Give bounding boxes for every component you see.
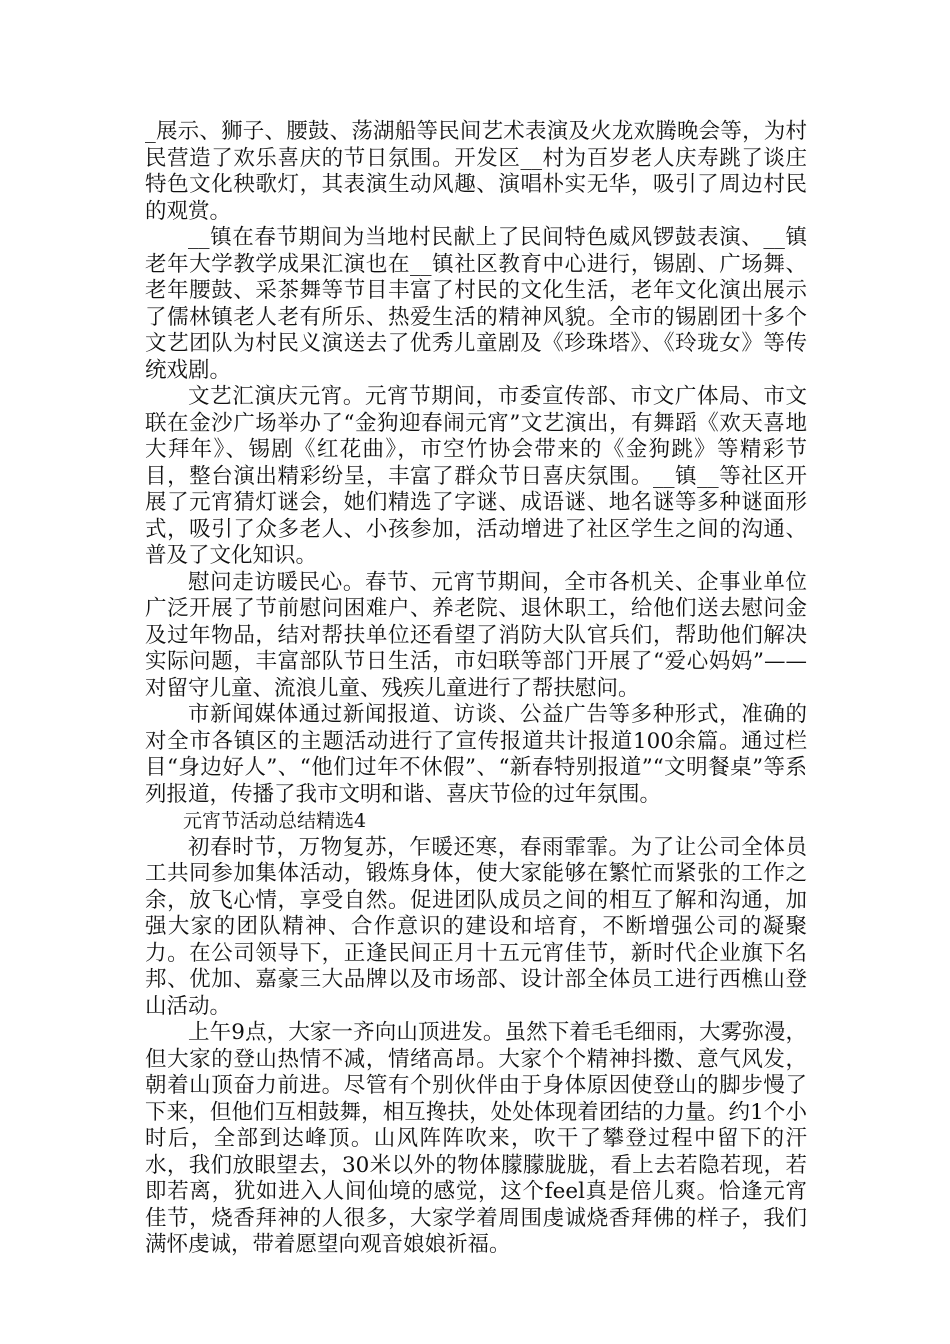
section-title: 元宵节活动总结精选4 — [183, 810, 367, 832]
paragraph-5: 市新闻媒体通过新闻报道、访谈、公益广告等多种形式，准确的对全市各镇区的主题活动进行了宣传报道共计报道100余篇。通过栏目“身边好人”、“他们过年不休假”、“新春特别报道”“文明餐桌”等系列报道，传播了我市文明和谐、喜庆节俭的过年氛围。 — [145, 702, 807, 807]
paragraph-3: 文艺汇演庆元宵。元宵节期间，市委宣传部、市文广体局、市文联在金沙广场举办了“金狗迎春闹元宵”文艺演出，有舞蹈《欢天喜地大拜年》、锡剧《红花曲》，市空竹协会带来的《金狗跳》等精彩节目，整台演出精彩纷呈，丰富了群众节日喜庆氛围。__镇__等社区开展了元宵猜灯谜会，她们精选了字谜、成语谜、地名谜等多种谜面形式，吸引了众多老人、小孩参加，活动增进了社区学生之间的沟通、普及了文化知识。 — [145, 384, 807, 568]
section-paragraph-1: 初春时节，万物复苏，乍暖还寒，春雨霏霏。为了让公司全体员工共同参加集体活动，锻炼身体，使大家能够在繁忙而紧张的工作之余，放飞心情，享受自然。促进团队成员之间的相互了解和沟通，加强大家的团队精神、合作意识的建设和培育，不断增强公司的凝聚力。在公司领导下，正逢民间正月十五元宵佳节，新时代企业旗下名邦、优加、嘉豪三大品牌以及市场部、设计部全体员工进行西樵山登山活动。 — [145, 834, 807, 1019]
paragraph-1: _展示、狮子、腰鼓、荡湖船等民间艺术表演及火龙欢腾晚会等，为村民营造了欢乐喜庆的节日氛围。开发区__村为百岁老人庆寿跳了谈庄特色文化秧歌灯，其表演生动风趣、演唱朴实无华，吸引了周边村民的观赏。 — [145, 119, 807, 224]
document-page — [145, 119, 807, 1259]
paragraph-2: __镇在春节期间为当地村民献上了民间特色威风锣鼓表演、__镇老年大学教学成果汇演也在__镇社区教育中心进行，锡剧、广场舞、老年腰鼓、采茶舞等节目丰富了村民的文化生活，老年文化演出展示了儒林镇老人老有所乐、热爱生活的精神风貌。全市的锡剧团十多个文艺团队为村民义演送去了优秀儿童剧及《珍珠塔》、《玲珑女》等传统戏剧。 — [145, 225, 807, 383]
paragraph-4: 慰问走访暖民心。春节、元宵节期间，全市各机关、企事业单位广泛开展了节前慰问困难户、养老院、退休职工，给他们送去慰问金及过年物品，结对帮扶单位还看望了消防大队官兵们，帮助他们解决实际问题，丰富部队节日生活，市妇联等部门开展了“爱心妈妈”——对留守儿童、流浪儿童、残疾儿童进行了帮扶慰问。 — [145, 569, 807, 701]
section-paragraph-2: 上午9点，大家一齐向山顶进发。虽然下着毛毛细雨，大雾弥漫，但大家的登山热情不减，情绪高昂。大家个个精神抖擞、意气风发，朝着山顶奋力前进。尽管有个别伙伴由于身体原因使登山的脚步慢了下来，但他们互相鼓舞，相互搀扶，处处体现着团结的力量。约1个小时后，全部到达峰顶。山风阵阵吹来，吹干了攀登过程中留下的汗水，我们放眼望去，30米以外的物体朦朦胧胧，看上去若隐若现，若即若离，犹如进入人间仙境的感觉，这个feel真是倍儿爽。恰逢元宵佳节，烧香拜神的人很多，大家学着周围虔诚烧香拜佛的样子，我们满怀虔诚，带着愿望向观音娘娘祈福。 — [145, 1020, 807, 1257]
